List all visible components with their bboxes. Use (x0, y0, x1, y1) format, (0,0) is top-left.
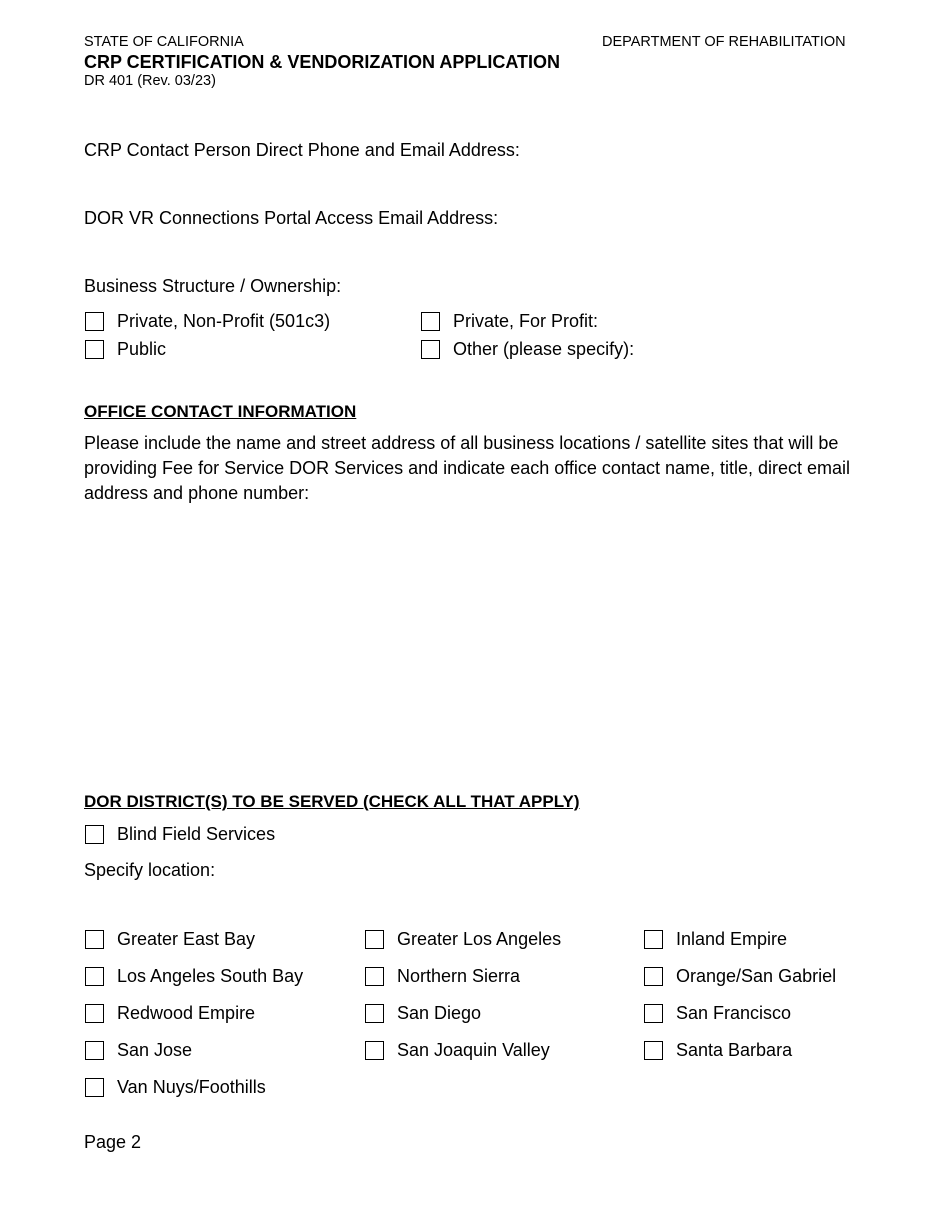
option-public[interactable] (85, 339, 166, 360)
district-inland-empire[interactable] (644, 929, 787, 950)
checkbox[interactable] (421, 340, 440, 359)
form-number: DR 401 (Rev. 03/23) (84, 73, 216, 89)
district-label: San Francisco (676, 1003, 792, 1023)
checkbox[interactable] (365, 930, 384, 949)
portal-email-label: DOR VR Connections Portal Access Email Address: (84, 208, 499, 228)
office-contact-instructions: Please include the name and street address of all business locations / satellite sites that will be providing Fee for Service DOR Services and indicate each office contact name, title, direct email address and phone number: (84, 433, 851, 503)
checkbox[interactable] (644, 967, 663, 986)
business-structure-label: Business Structure / Ownership: (84, 276, 342, 296)
district-label: Northern Sierra (397, 966, 521, 986)
checkbox[interactable] (365, 1041, 384, 1060)
district-san-francisco[interactable] (644, 1003, 791, 1024)
checkbox[interactable] (365, 967, 384, 986)
district-san-joaquin-valley[interactable] (365, 1040, 550, 1061)
option-private-nonprofit[interactable] (85, 311, 330, 332)
form-title: CRP CERTIFICATION & VENDORIZATION APPLICATION (84, 52, 560, 72)
checkbox[interactable] (85, 930, 104, 949)
option-label: Blind Field Services (117, 824, 276, 844)
option-blind-field-services[interactable] (85, 824, 275, 845)
option-label: Other (please specify): (453, 339, 635, 359)
option-label: Public (117, 339, 167, 359)
district-label: San Diego (397, 1003, 482, 1023)
checkbox[interactable] (85, 340, 104, 359)
district-san-diego[interactable] (365, 1003, 481, 1024)
checkbox[interactable] (85, 1004, 104, 1023)
option-label: Private, Non-Profit (501c3) (117, 311, 331, 331)
district-label: Inland Empire (676, 929, 788, 949)
district-label: Santa Barbara (676, 1040, 793, 1060)
checkbox[interactable] (365, 1004, 384, 1023)
district-label: Orange/San Gabriel (676, 966, 837, 986)
district-greater-los-angeles[interactable] (365, 929, 561, 950)
option-private-for-profit[interactable] (421, 311, 598, 332)
district-san-jose[interactable] (85, 1040, 192, 1061)
district-label: Van Nuys/Foothills (117, 1077, 266, 1097)
checkbox[interactable] (85, 1041, 104, 1060)
checkbox[interactable] (85, 1078, 104, 1097)
district-label: Los Angeles South Bay (117, 966, 304, 986)
checkbox[interactable] (85, 825, 104, 844)
option-other[interactable] (421, 339, 634, 360)
district-northern-sierra[interactable] (365, 966, 520, 987)
checkbox[interactable] (85, 312, 104, 331)
page-number: Page 2 (84, 1132, 142, 1152)
checkbox[interactable] (421, 312, 440, 331)
checkbox[interactable] (644, 1004, 663, 1023)
office-contact-heading: OFFICE CONTACT INFORMATION (84, 402, 357, 421)
district-orange-san-gabriel[interactable] (644, 966, 836, 987)
state-label: STATE OF CALIFORNIA (84, 34, 244, 50)
specify-location-label: Specify location: (84, 860, 216, 880)
district-santa-barbara[interactable] (644, 1040, 792, 1061)
contact-phone-email-label: CRP Contact Person Direct Phone and Email Address: (84, 140, 520, 160)
district-label: Redwood Empire (117, 1003, 256, 1023)
option-label: Private, For Profit: (453, 311, 599, 331)
department-label: DEPARTMENT OF REHABILITATION (602, 34, 846, 50)
checkbox[interactable] (644, 930, 663, 949)
district-greater-east-bay[interactable] (85, 929, 255, 950)
district-van-nuys-foothills[interactable] (85, 1077, 266, 1098)
district-label: San Jose (117, 1040, 193, 1060)
district-label: San Joaquin Valley (397, 1040, 550, 1060)
districts-heading: DOR DISTRICT(S) TO BE SERVED (CHECK ALL THAT APPLY) (84, 792, 580, 811)
checkbox[interactable] (644, 1041, 663, 1060)
district-label: Greater East Bay (117, 929, 256, 949)
checkbox[interactable] (85, 967, 104, 986)
district-los-angeles-south-bay[interactable] (85, 966, 303, 987)
district-redwood-empire[interactable] (85, 1003, 255, 1024)
district-label: Greater Los Angeles (397, 929, 562, 949)
